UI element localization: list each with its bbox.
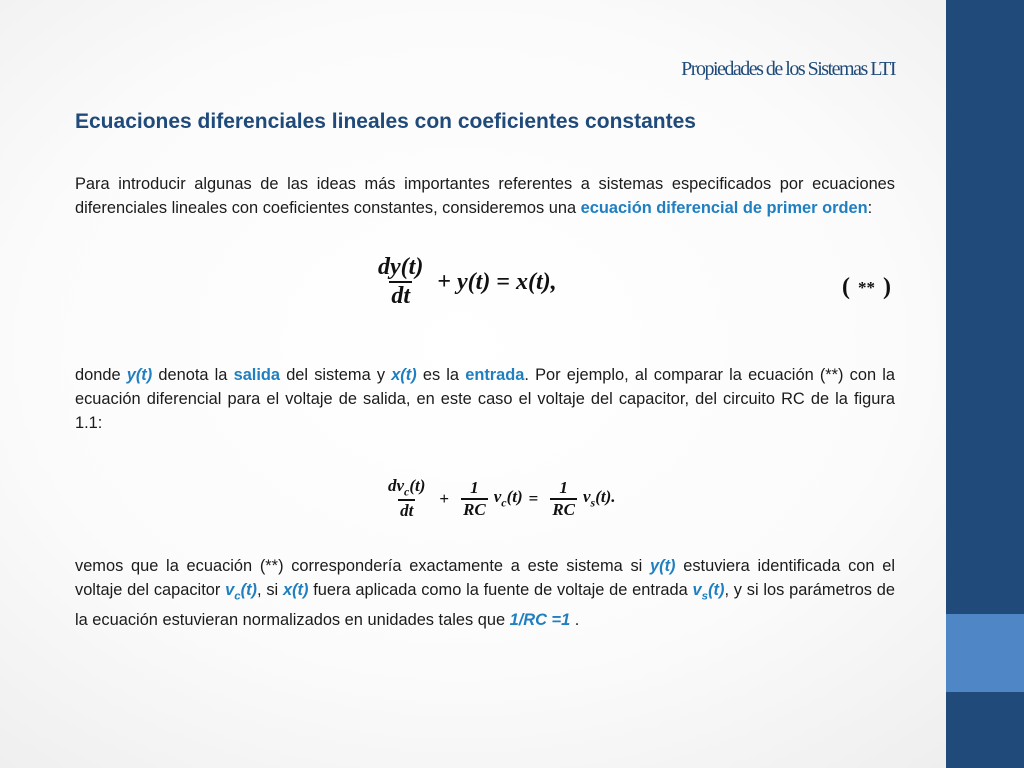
p3-text-2: estuviera identificada con el voltaje del capacitor <box>75 557 895 599</box>
rc-vs-sub: s <box>590 495 596 510</box>
p3-rc-condition: 1/RC =1 <box>509 611 571 630</box>
rc-one-over-rc-right <box>550 478 577 520</box>
p3-vc-base: v <box>225 581 235 599</box>
paragraph-intro-colon: : <box>867 199 873 217</box>
p2-x-of-t: x(t) <box>391 366 417 384</box>
paragraph-intro <box>75 172 895 220</box>
rc-one-left: 1 <box>470 477 479 497</box>
rc-vc-sub: c <box>501 495 507 510</box>
rc-vs-end: (t). <box>595 487 616 506</box>
section-title: Ecuaciones diferenciales lineales con coeficientes constantes <box>75 110 696 133</box>
rc-derivative-denominator: dt <box>400 501 414 521</box>
paragraph-explanation <box>75 363 895 435</box>
p3-x-of-t: x(t) <box>282 581 309 599</box>
equation-first-order <box>370 254 557 310</box>
p3-vs-sub: s <box>701 590 709 603</box>
rc-vs-base: v <box>583 487 591 506</box>
p3-vs-of-t <box>692 581 725 603</box>
p2-y-of-t: y(t) <box>126 366 153 384</box>
p3-text-6: . <box>570 611 580 630</box>
p2-text-2: denota la <box>152 366 234 384</box>
rc-rc-left: RC <box>463 499 486 519</box>
p2-entrada: entrada <box>465 366 525 384</box>
equation-tag <box>842 274 891 301</box>
p3-text-1: vemos que la ecuación (**) correspondería exactamente a este sistema si <box>75 557 651 575</box>
rc-equals: = <box>528 488 539 508</box>
paragraph-intro-text: Para introducir algunas de las ideas más importantes referentes a sistemas especificados por ecuaciones diferenciales lineales con coeficientes constantes, consideremos una <box>75 175 895 217</box>
equation-derivative-fraction <box>376 254 425 310</box>
p3-text-3: , si <box>257 581 283 599</box>
sidebar-accent-block <box>946 614 1024 692</box>
rc-vs-term <box>583 487 615 510</box>
p2-text-3: del sistema y <box>280 366 392 384</box>
highlight-first-order: ecuación diferencial de primer orden <box>580 199 868 217</box>
p3-text-5: , y si los parámetros de la ecuación estuvieran normalizados en unidades tales que <box>75 581 896 630</box>
rc-num-end: (t) <box>409 476 426 495</box>
rc-one-right: 1 <box>559 477 568 497</box>
rc-derivative-fraction <box>386 476 427 521</box>
p2-salida: salida <box>233 366 281 384</box>
p3-vs-base: v <box>692 581 702 599</box>
slide-header: Propiedades de los Sistemas LTI <box>681 58 895 80</box>
p2-text-4: es la <box>416 366 466 384</box>
rc-vc-base: v <box>493 487 502 506</box>
equation-tag-close: ) <box>883 274 891 300</box>
rc-vc-term <box>494 487 523 510</box>
p3-y-of-t: y(t) <box>650 557 676 575</box>
p3-vs-end: (t) <box>708 581 725 599</box>
equation-term-y: y(t) <box>457 268 491 295</box>
p3-text-4: fuera aplicada como la fuente de voltaje de entrada <box>308 581 693 599</box>
rc-plus: + <box>439 488 450 508</box>
rc-one-over-rc-left <box>461 478 488 520</box>
equation-tag-open: ( <box>842 274 850 300</box>
equation-derivative-numerator: dy(t) <box>378 254 424 280</box>
p2-text-1: donde <box>75 366 127 384</box>
equation-equals: = <box>496 268 510 295</box>
rc-num-base: dv <box>388 476 405 495</box>
equation-rc-circuit <box>380 476 615 521</box>
equation-derivative-denominator: dt <box>391 283 410 309</box>
equation-plus: + <box>437 268 451 295</box>
equation-rhs: x(t), <box>516 268 557 295</box>
rc-derivative-numerator <box>386 476 427 499</box>
p3-vc-of-t <box>225 581 257 603</box>
p2-text-5: . Por ejemplo, al comparar la ecuación (**) con la ecuación diferencial para el voltaje de salida, en este caso el voltaje del capacitor, del circuito RC de la figura 1.1: <box>75 366 895 432</box>
paragraph-conclusion <box>75 554 895 632</box>
sidebar-decoration <box>946 0 1024 768</box>
rc-num-sub: c <box>404 484 410 499</box>
p3-vc-sub: c <box>234 590 241 603</box>
rc-vc-end: (t) <box>506 487 523 506</box>
p3-vc-end: (t) <box>240 581 257 599</box>
rc-rc-right: RC <box>552 499 575 519</box>
equation-tag-label: ** <box>858 278 875 298</box>
